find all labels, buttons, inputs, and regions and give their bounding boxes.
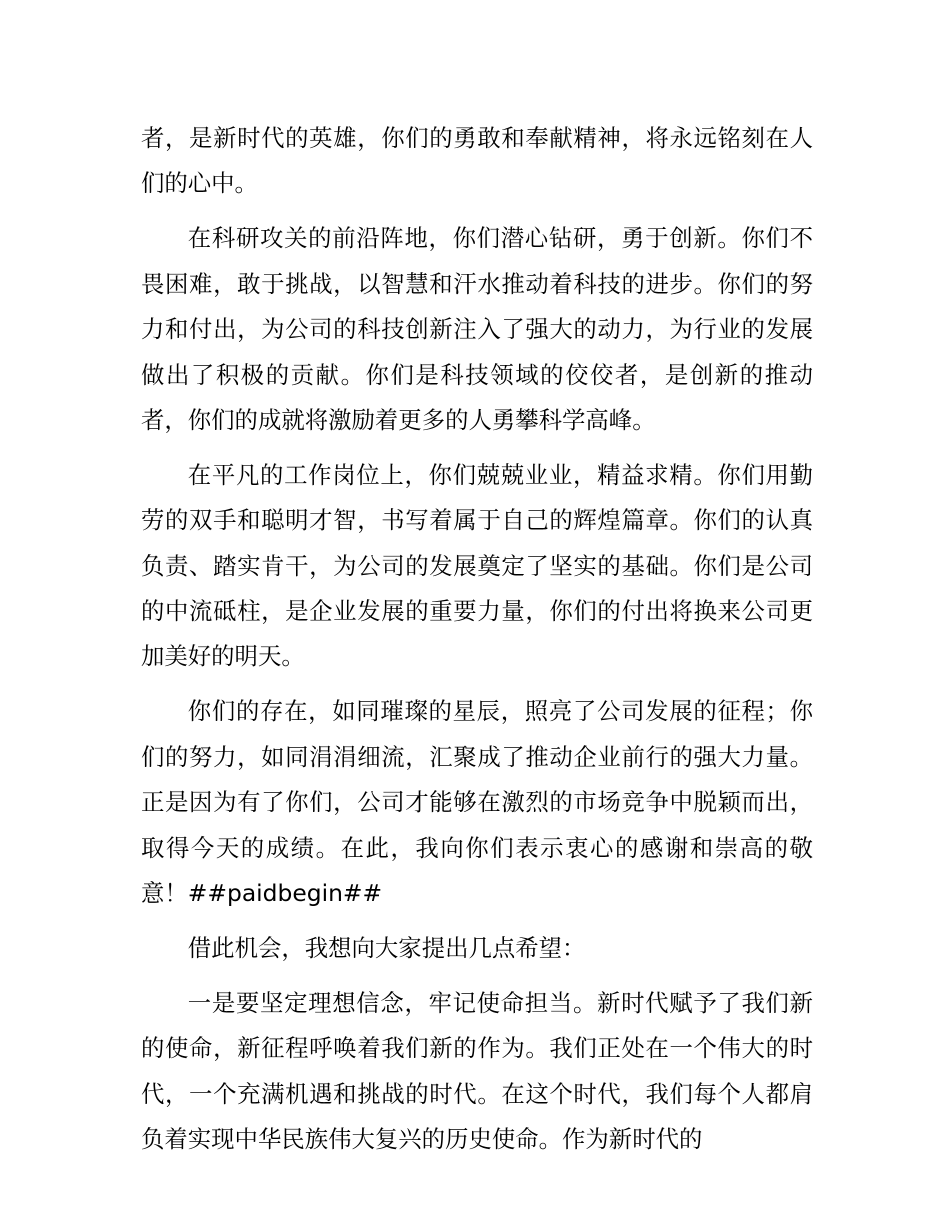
paragraph-research: 在科研攻关的前沿阵地，你们潜心钻研，勇于创新。你们不畏困难，敢于挑战，以智慧和汗水推动着科技的进步。你们的努力和付出，为公司的科技创新注入了强大的动力，为行业的发展做出了积极的贡献。你们是科技领域的佼佼者，是创新的推动者，你们的成就将激励着更多的人勇攀科学高峰。 [141,224,813,434]
paragraph-continuation: 者，是新时代的英雄，你们的勇敢和奉献精神，将永远铭刻在人们的心中。 [141,124,813,198]
paragraph-gratitude: 你们的存在，如同璀璨的星辰，照亮了公司发展的征程；你们的努力，如同涓涓细流，汇聚成了推动企业前行的强大力量。正是因为有了你们，公司才能够在激烈的市场竞争中脱颖而出，取得今天的成绩。在此，我向你们表示衷心的感谢和崇高的敬意！##paidbegin## [141,697,813,907]
paragraph-hope-one: 一是要坚定理想信念，牢记使命担当。新时代赋予了我们新的使命，新征程呼唤着我们新的作为。我们正处在一个伟大的时代，一个充满机遇和挑战的时代。在这个时代，我们每个人都肩负着实现中华民族伟大复兴的历史使命。作为新时代的 [141,988,813,1154]
paragraph-ordinary-posts: 在平凡的工作岗位上，你们兢兢业业，精益求精。你们用勤劳的双手和聪明才智，书写着属于自己的辉煌篇章。你们的认真负责、踏实肯干，为公司的发展奠定了坚实的基础。你们是公司的中流砥柱，是企业发展的重要力量，你们的付出将换来公司更加美好的明天。 [141,460,813,671]
paragraph-hopes-intro: 借此机会，我想向大家提出几点希望： [187,933,586,962]
document-body [141,116,813,1172]
